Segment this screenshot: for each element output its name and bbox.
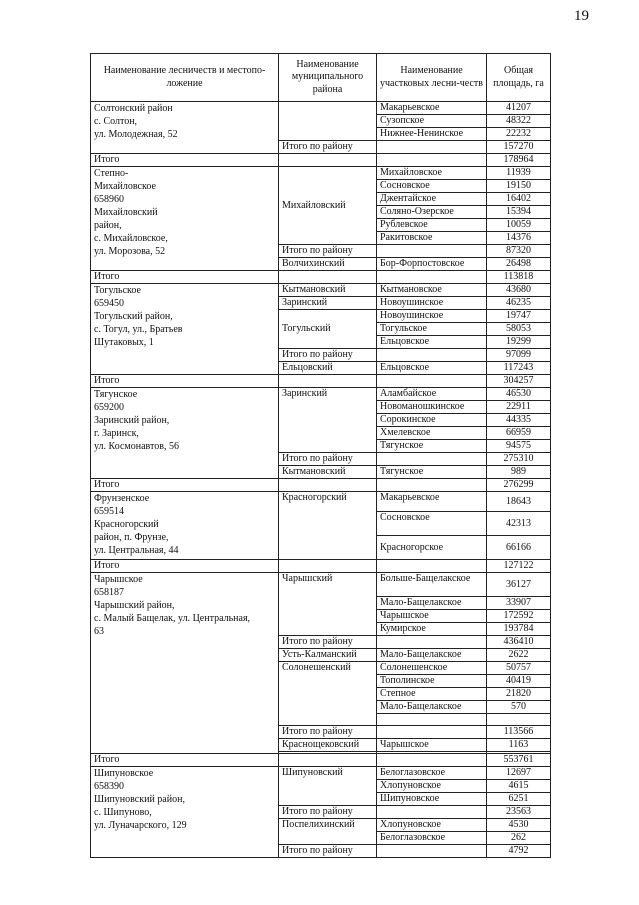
municipality-cell bbox=[279, 102, 377, 141]
area-cell: 262 bbox=[487, 832, 551, 845]
municipality-cell: Поспелихинский bbox=[279, 819, 377, 845]
total-row bbox=[91, 375, 551, 388]
total-row bbox=[91, 154, 551, 167]
total-value: 304257 bbox=[487, 375, 551, 388]
district-cell: Макарьевское bbox=[377, 102, 487, 115]
forestry-line: с. Малый Бащелак, ул. Центральная, bbox=[94, 613, 251, 624]
forestry-line: 658960 bbox=[94, 194, 124, 205]
total-label: Итого bbox=[91, 154, 279, 167]
subtotal-label: Итого по району bbox=[279, 453, 377, 466]
municipality-cell bbox=[279, 479, 377, 492]
municipality-cell: Солонешенский bbox=[279, 662, 377, 726]
area-cell: 44335 bbox=[487, 414, 551, 427]
district-cell: Шипуновское bbox=[377, 793, 487, 806]
district-cell: Ельцовское bbox=[377, 336, 487, 349]
subtotal-label: Итого по району bbox=[279, 636, 377, 649]
forestry-line: ул. Молодежная, 52 bbox=[94, 129, 178, 140]
area-cell: 6251 bbox=[487, 793, 551, 806]
forestry-line: Степно- bbox=[94, 168, 129, 179]
district-cell: Нижнее-Ненинское bbox=[377, 128, 487, 141]
page-number: 19 bbox=[574, 8, 589, 24]
area-cell: 94575 bbox=[487, 440, 551, 453]
subtotal-value: 275310 bbox=[487, 453, 551, 466]
district-cell: Хлопуновское bbox=[377, 819, 487, 832]
area-cell: 570 bbox=[487, 701, 551, 714]
area-cell: 40419 bbox=[487, 675, 551, 688]
forestry-table bbox=[90, 53, 551, 858]
total-label: Итого bbox=[91, 560, 279, 573]
forestry-line: ул. Центральная, 44 bbox=[94, 545, 179, 556]
area-cell: 41207 bbox=[487, 102, 551, 115]
forestry-line: Солтонский район bbox=[94, 103, 173, 114]
area-cell: 18643 bbox=[487, 492, 551, 512]
district-cell: Белоглазовское bbox=[377, 832, 487, 845]
area-cell: 19299 bbox=[487, 336, 551, 349]
subtotal-label: Итого по району bbox=[279, 845, 377, 858]
area-cell: 14376 bbox=[487, 232, 551, 245]
district-cell: Больше-Бащелакское bbox=[377, 573, 487, 597]
district-cell: Михайловское bbox=[377, 167, 487, 180]
subtotal-value: 87320 bbox=[487, 245, 551, 258]
area-cell: 16402 bbox=[487, 193, 551, 206]
district-cell: Ракитовское bbox=[377, 232, 487, 245]
area-cell: 48322 bbox=[487, 115, 551, 128]
total-value: 276299 bbox=[487, 479, 551, 492]
forestry-line: Заринский район, bbox=[94, 415, 170, 426]
table-row bbox=[91, 102, 551, 115]
district-cell: Белоглазовское bbox=[377, 767, 487, 780]
total-row bbox=[91, 754, 551, 767]
district-cell: Степное bbox=[377, 688, 487, 701]
forestry-line: 659514 bbox=[94, 506, 124, 517]
forestry-cell-frunzenskoe bbox=[91, 492, 279, 560]
area-cell: 11939 bbox=[487, 167, 551, 180]
forestry-line: ул. Морозова, 52 bbox=[94, 246, 166, 257]
forestry-cell-soltonskiy bbox=[91, 102, 279, 154]
area-cell: 36127 bbox=[487, 573, 551, 597]
forestry-line: 659450 bbox=[94, 298, 124, 309]
table-row bbox=[91, 388, 551, 401]
header-municipality: Наименование муниципального района bbox=[279, 54, 377, 102]
forestry-line: Шипуновский район, bbox=[94, 794, 185, 806]
district-cell: Ельцовское bbox=[377, 362, 487, 375]
district-cell: Сосновское bbox=[377, 180, 487, 193]
total-value: 113818 bbox=[487, 271, 551, 284]
area-cell: 22232 bbox=[487, 128, 551, 141]
municipality-cell: Михайловский bbox=[279, 167, 377, 245]
area-cell: 66959 bbox=[487, 427, 551, 440]
area-cell: 989 bbox=[487, 466, 551, 479]
municipality-cell bbox=[279, 375, 377, 388]
district-cell: Рублевское bbox=[377, 219, 487, 232]
district-cell bbox=[377, 349, 487, 362]
area-cell: 22911 bbox=[487, 401, 551, 414]
municipality-cell bbox=[279, 154, 377, 167]
district-cell: Сосновское bbox=[377, 512, 487, 536]
forestry-cell-togulskoe bbox=[91, 284, 279, 375]
total-value: 553761 bbox=[487, 754, 551, 767]
total-value: 178964 bbox=[487, 154, 551, 167]
district-cell: Мало-Бащелакское bbox=[377, 701, 487, 714]
district-cell: Чарышское bbox=[377, 739, 487, 752]
forestry-line: с. Тогул, ул., Братьев bbox=[94, 324, 183, 335]
area-cell: 26498 bbox=[487, 258, 551, 271]
area-cell: 19150 bbox=[487, 180, 551, 193]
district-cell: Солонешенское bbox=[377, 662, 487, 675]
district-cell: Джентайское bbox=[377, 193, 487, 206]
forestry-line: Михайловский bbox=[94, 207, 158, 218]
district-cell: Хлопуновское bbox=[377, 780, 487, 793]
subtotal-value: 97099 bbox=[487, 349, 551, 362]
district-cell: Красногорское bbox=[377, 536, 487, 560]
district-cell bbox=[377, 845, 487, 858]
table-row bbox=[91, 167, 551, 180]
municipality-cell: Краснощековский bbox=[279, 739, 377, 752]
total-value: 127122 bbox=[487, 560, 551, 573]
subtotal-label: Итого по району bbox=[279, 726, 377, 739]
district-cell: Мало-Бащелакское bbox=[377, 649, 487, 662]
total-label: Итого bbox=[91, 754, 279, 767]
district-cell bbox=[377, 271, 487, 284]
district-cell: Новоушинское bbox=[377, 297, 487, 310]
municipality-cell: Ельцовский bbox=[279, 362, 377, 375]
forestry-line: Тягунское bbox=[94, 389, 138, 400]
district-cell: Мало-Бащелакское bbox=[377, 597, 487, 610]
municipality-cell: Тогульский bbox=[279, 310, 377, 349]
area-cell: 46235 bbox=[487, 297, 551, 310]
area-cell: 46530 bbox=[487, 388, 551, 401]
district-cell bbox=[377, 453, 487, 466]
district-cell bbox=[377, 754, 487, 767]
total-label: Итого bbox=[91, 271, 279, 284]
total-row bbox=[91, 560, 551, 573]
subtotal-value: 436410 bbox=[487, 636, 551, 649]
subtotal-label: Итого по району bbox=[279, 806, 377, 819]
forestry-line: 659200 bbox=[94, 402, 124, 413]
municipality-cell: Чарышский bbox=[279, 573, 377, 636]
municipality-cell: Кытмановский bbox=[279, 466, 377, 479]
district-cell: Кумирское bbox=[377, 623, 487, 636]
municipality-cell: Заринский bbox=[279, 297, 377, 310]
forestry-line: Фрунзенское bbox=[94, 493, 150, 504]
forestry-line: Шутаковых, 1 bbox=[94, 337, 154, 348]
forestry-line: Шипуновское bbox=[94, 768, 154, 780]
district-cell: Бор-Форпостовское bbox=[377, 258, 487, 271]
forestry-line: г. Заринск, bbox=[94, 428, 139, 439]
area-cell: 33907 bbox=[487, 597, 551, 610]
area-cell: 193784 bbox=[487, 623, 551, 636]
district-cell bbox=[377, 636, 487, 649]
forestry-line: район, п. Фрунзе, bbox=[94, 532, 169, 543]
district-cell: Тополинское bbox=[377, 675, 487, 688]
area-cell: 21820 bbox=[487, 688, 551, 701]
district-cell: Макарьевское bbox=[377, 492, 487, 512]
table-row bbox=[91, 492, 551, 512]
forestry-cell-stepno bbox=[91, 167, 279, 271]
forestry-line: ул. Луначарского, 129 bbox=[94, 820, 187, 832]
forestry-line: Чарышский район, bbox=[94, 600, 175, 611]
area-cell: 4615 bbox=[487, 780, 551, 793]
area-cell: 12697 bbox=[487, 767, 551, 780]
municipality-cell: Кытмановский bbox=[279, 284, 377, 297]
area-cell: 172592 bbox=[487, 610, 551, 623]
table-header-row bbox=[91, 54, 551, 102]
total-row bbox=[91, 479, 551, 492]
district-cell bbox=[377, 375, 487, 388]
subtotal-value: 23563 bbox=[487, 806, 551, 819]
area-cell: 117243 bbox=[487, 362, 551, 375]
district-cell: Сузопское bbox=[377, 115, 487, 128]
area-cell: 1163 bbox=[487, 739, 551, 752]
total-label: Итого bbox=[91, 479, 279, 492]
forestry-line: Тогульское bbox=[94, 285, 141, 296]
table-row bbox=[91, 573, 551, 597]
area-cell: 42313 bbox=[487, 512, 551, 536]
forestry-line: Тогульский район, bbox=[94, 311, 173, 322]
district-cell: Чарышское bbox=[377, 610, 487, 623]
forestry-line: 63 bbox=[94, 626, 104, 637]
forestry-line: 658187 bbox=[94, 587, 124, 598]
district-cell: Соляно-Озерское bbox=[377, 206, 487, 219]
subtotal-value: 157270 bbox=[487, 141, 551, 154]
municipality-cell bbox=[279, 754, 377, 767]
area-cell: 4530 bbox=[487, 819, 551, 832]
area-cell bbox=[487, 714, 551, 726]
forestry-cell-charyshskoe bbox=[91, 573, 279, 754]
table-row bbox=[91, 284, 551, 297]
district-cell: Новоманошкинское bbox=[377, 401, 487, 414]
district-cell: Тягунское bbox=[377, 466, 487, 479]
district-cell bbox=[377, 726, 487, 739]
district-cell bbox=[377, 714, 487, 726]
municipality-cell: Усть-Калманский bbox=[279, 649, 377, 662]
district-cell: Сорокинское bbox=[377, 414, 487, 427]
district-cell bbox=[377, 560, 487, 573]
area-cell: 50757 bbox=[487, 662, 551, 675]
subtotal-label: Итого по району bbox=[279, 245, 377, 258]
forestry-line: 658390 bbox=[94, 781, 124, 793]
municipality-cell bbox=[279, 271, 377, 284]
area-cell: 66166 bbox=[487, 536, 551, 560]
district-cell bbox=[377, 154, 487, 167]
subtotal-label: Итого по району bbox=[279, 349, 377, 362]
area-cell: 15394 bbox=[487, 206, 551, 219]
municipality-cell: Волчихинский bbox=[279, 258, 377, 271]
district-cell: Кытмановское bbox=[377, 284, 487, 297]
area-cell: 19747 bbox=[487, 310, 551, 323]
area-cell: 10059 bbox=[487, 219, 551, 232]
forestry-cell-tyagunskoe bbox=[91, 388, 279, 479]
forestry-line: с. Михайловское, bbox=[94, 233, 168, 244]
municipality-cell: Красногорский bbox=[279, 492, 377, 560]
district-cell bbox=[377, 245, 487, 258]
subtotal-value: 4792 bbox=[487, 845, 551, 858]
district-cell: Тогульское bbox=[377, 323, 487, 336]
forestry-line: Михайловское bbox=[94, 181, 156, 192]
municipality-cell: Шипуновский bbox=[279, 767, 377, 806]
forestry-line: ул. Космонавтов, 56 bbox=[94, 441, 179, 452]
total-row bbox=[91, 271, 551, 284]
forestry-line: Чарышское bbox=[94, 574, 143, 585]
header-forestry: Наименование лесничеств и местопо-ложение bbox=[91, 54, 279, 102]
subtotal-value: 113566 bbox=[487, 726, 551, 739]
header-district-forestry: Наименование участковых лесни-честв bbox=[377, 54, 487, 102]
district-cell: Новоушинское bbox=[377, 310, 487, 323]
district-cell: Аламбайское bbox=[377, 388, 487, 401]
area-cell: 58053 bbox=[487, 323, 551, 336]
district-cell: Хмелевское bbox=[377, 427, 487, 440]
area-cell: 2622 bbox=[487, 649, 551, 662]
total-label: Итого bbox=[91, 375, 279, 388]
municipality-cell: Заринский bbox=[279, 388, 377, 453]
district-cell bbox=[377, 141, 487, 154]
subtotal-label: Итого по району bbox=[279, 141, 377, 154]
forestry-line: с. Шипуново, bbox=[94, 807, 152, 819]
district-cell bbox=[377, 806, 487, 819]
forestry-line: Красногорский bbox=[94, 519, 159, 530]
forestry-line: с. Солтон, bbox=[94, 116, 138, 127]
forestry-line: район, bbox=[94, 220, 122, 231]
district-cell: Тягунское bbox=[377, 440, 487, 453]
municipality-cell bbox=[279, 560, 377, 573]
forestry-cell-shipunovskoe bbox=[91, 767, 279, 858]
district-cell bbox=[377, 479, 487, 492]
table-row bbox=[91, 767, 551, 780]
area-cell: 43680 bbox=[487, 284, 551, 297]
header-area: Общая площадь, га bbox=[487, 54, 551, 102]
